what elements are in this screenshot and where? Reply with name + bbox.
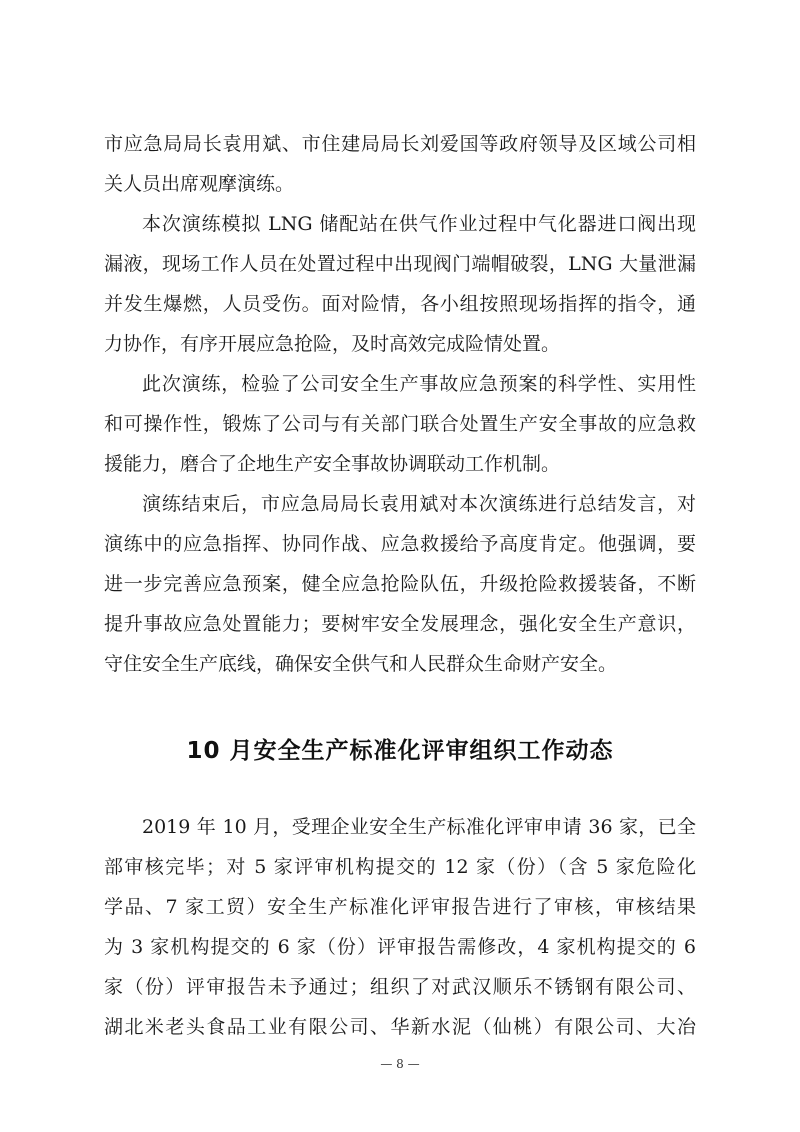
paragraph-4-line-5: 守住安全生产底线，确保安全供气和人民群众生命财产安全。 — [104, 653, 618, 675]
paragraph-2-line-4: 力协作，有序开展应急抢险，及时高效完成险情处置。 — [104, 333, 561, 355]
section-title: 10 月安全生产标准化评审组织工作动态 — [186, 738, 614, 764]
paragraph-4-line-1: 演练结束后，市应急局局长袁用斌对本次演练进行总结发言，对 — [142, 493, 696, 515]
section-paragraph-line-3: 学品、7 家工贸）安全生产标准化评审报告进行了审核，审核结果 — [104, 896, 696, 918]
paragraph-3-line-2: 和可操作性，锻炼了公司与有关部门联合处置生产安全事故的应急救 — [104, 413, 696, 435]
paragraph-4-line-2: 演练中的应急指挥、协同作战、应急救援给予高度肯定。他强调，要 — [104, 533, 696, 555]
section-paragraph-line-1: 2019 年 10 月，受理企业安全生产标准化评审申请 36 家，已全 — [142, 816, 696, 838]
paragraph-2-line-2: 漏液，现场工作人员在处置过程中出现阀门端帽破裂，LNG 大量泄漏 — [104, 253, 696, 275]
section-paragraph-line-5: 家（份）评审报告未予通过；组织了对武汉顺乐不锈钢有限公司、 — [104, 976, 696, 998]
paragraph-1-line-1: 市应急局局长袁用斌、市住建局局长刘爱国等政府领导及区域公司相 — [104, 133, 696, 155]
paragraph-4-line-4: 提升事故应急处置能力；要树牢安全发展理念，强化安全生产意识， — [104, 613, 696, 635]
paragraph-1-line-2: 关人员出席观摩演练。 — [104, 173, 295, 195]
section-paragraph-line-2: 部审核完毕；对 5 家评审机构提交的 12 家（份）（含 5 家危险化 — [104, 856, 696, 878]
paragraph-2-line-3: 并发生爆燃，人员受伤。面对险情，各小组按照现场指挥的指令，通 — [104, 293, 696, 315]
section-paragraph-line-4: 为 3 家机构提交的 6 家（份）评审报告需修改，4 家机构提交的 6 — [104, 936, 696, 958]
page-number: — 8 — — [380, 1057, 420, 1071]
section-paragraph-line-6: 湖北米老头食品工业有限公司、华新水泥（仙桃）有限公司、大冶 — [104, 1016, 696, 1038]
paragraph-3-line-3: 援能力，磨合了企地生产安全事故协调联动工作机制。 — [104, 453, 561, 475]
paragraph-2-line-1: 本次演练模拟 LNG 储配站在供气作业过程中气化器进口阀出现 — [142, 213, 696, 235]
paragraph-4-line-3: 进一步完善应急预案，健全应急抢险队伍，升级抢险救援装备，不断 — [104, 573, 696, 595]
paragraph-3-line-1: 此次演练，检验了公司安全生产事故应急预案的科学性、实用性 — [142, 373, 696, 395]
